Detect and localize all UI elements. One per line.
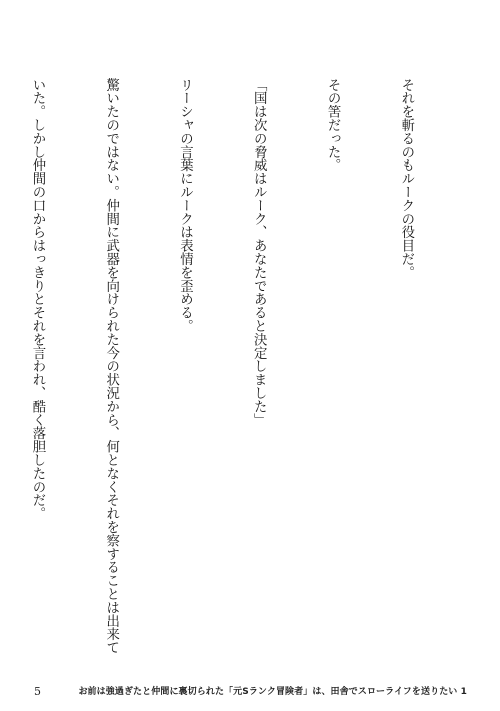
text-line: その筈だった。 bbox=[325, 78, 341, 172]
text-line: 「国は次の脅威はルーク、あなたであると決定しました」 bbox=[251, 78, 267, 427]
text-line: それを斬るのもルークの役目だ。 bbox=[398, 78, 414, 279]
running-title: お前は強過ぎたと仲間に裏切られた「元Sランク冒険者」は、田舎でスローライフを送りたい 1 bbox=[78, 687, 467, 697]
text-line: 驚いたのではない。仲間に武器を向けられた今の状況から、何となくそれを察することは出来て bbox=[103, 78, 119, 655]
text-line: リーシャの言葉にルークは表情を歪める。 bbox=[177, 78, 193, 333]
page-number: 5 bbox=[34, 685, 41, 698]
page-footer bbox=[34, 682, 467, 698]
text-line: いた。しかし仲間の口からはっきりとそれを言われ、酷く落胆したのだ。 bbox=[29, 78, 45, 521]
vertical-text-body bbox=[27, 78, 467, 655]
